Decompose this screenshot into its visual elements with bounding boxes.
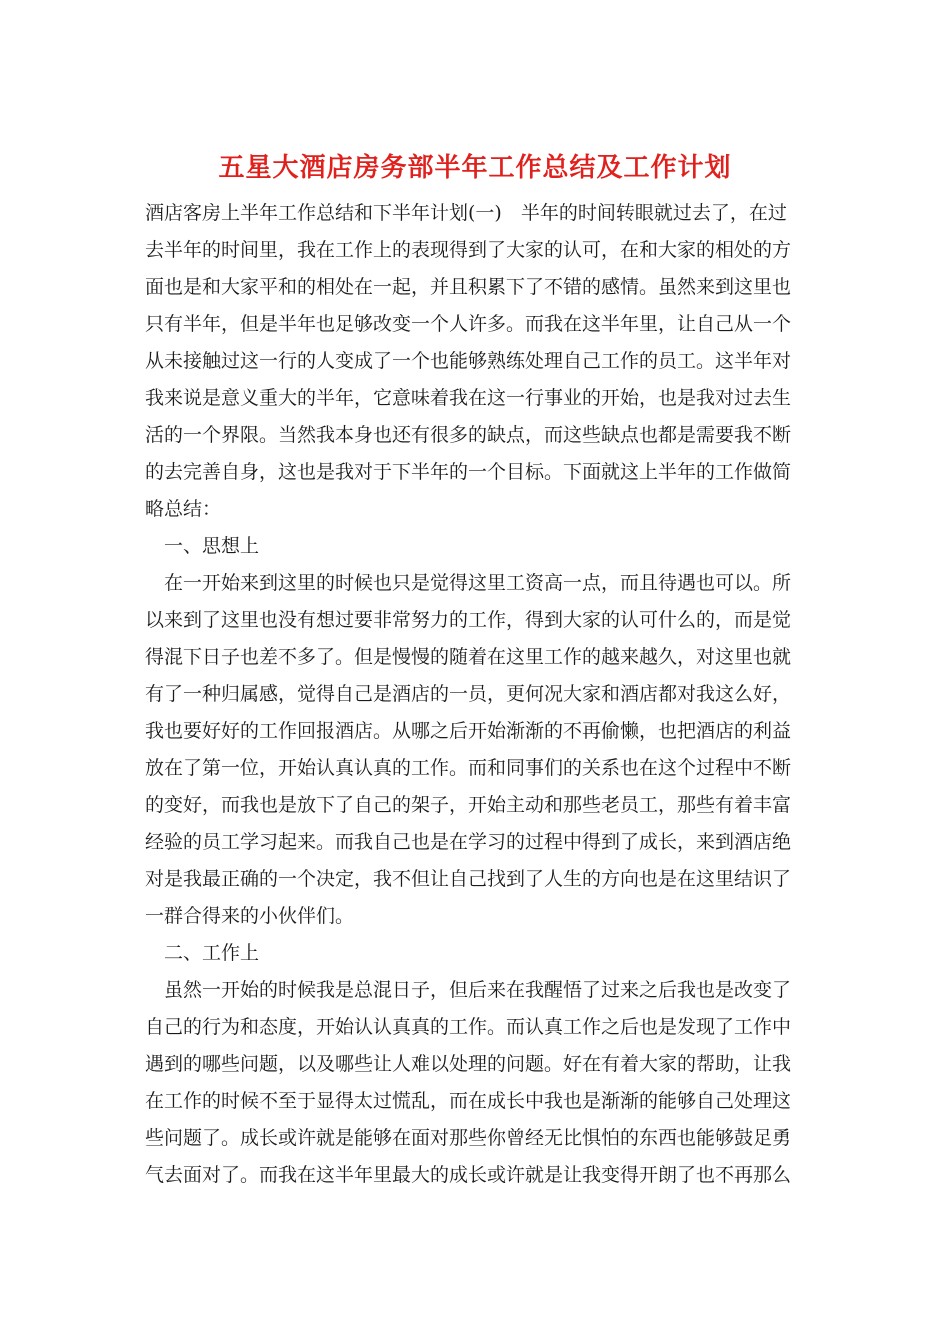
- paragraph-line: 略总结：: [145, 498, 222, 520]
- paragraph-line: 对是我最正确的一个决定，我不但让自己找到了人生的方向也是在这里结识了: [145, 868, 792, 890]
- paragraph-line: 活的一个界限。当然我本身也还有很多的缺点，而这些缺点也都是需要我不断: [145, 424, 792, 446]
- paragraph-line: 自己的行为和态度，开始认认真真的工作。而认真工作之后也是发现了工作中: [145, 1016, 792, 1038]
- paragraph-line: 从未接触过这一行的人变成了一个也能够熟练处理自己工作的员工。这半年对: [145, 350, 792, 372]
- paragraph-line: 有了一种归属感，觉得自己是酒店的一员，更何况大家和酒店都对我这么好，: [145, 683, 792, 705]
- paragraph-line: 以来到了这里也没有想过要非常努力的工作，得到大家的认可什么的，而是觉: [145, 609, 792, 631]
- paragraph-line: 一群合得来的小伙伴们。: [145, 905, 355, 927]
- paragraph-line: 我也要好好的工作回报酒店。从哪之后开始渐渐的不再偷懒，也把酒店的利益: [145, 720, 792, 742]
- section-heading: 一、思想上: [164, 535, 260, 557]
- paragraph-line: 放在了第一位，开始认真认真的工作。而和同事们的关系也在这个过程中不断: [145, 757, 792, 779]
- document-title: 五星大酒店房务部半年工作总结及工作计划: [218, 153, 732, 183]
- paragraph-line: 得混下日子也差不多了。但是慢慢的随着在这里工作的越来越久，对这里也就: [145, 646, 792, 668]
- paragraph-line: 在一开始来到这里的时候也只是觉得这里工资高一点，而且待遇也可以。所: [164, 572, 792, 594]
- paragraph-line: 只有半年，但是半年也足够改变一个人许多。而我在这半年里，让自己从一个: [145, 313, 792, 335]
- paragraph-line: 经验的员工学习起来。而我自己也是在学习的过程中得到了成长，来到酒店绝: [145, 831, 792, 853]
- paragraph-line: 遇到的哪些问题，以及哪些让人难以处理的问题。好在有着大家的帮助，让我: [145, 1053, 792, 1075]
- paragraph-line: 去半年的时间里，我在工作上的表现得到了大家的认可，在和大家的相处的方: [145, 239, 792, 261]
- paragraph-line: 气去面对了。而我在这半年里最大的成长或许就是让我变得开朗了也不再那么: [145, 1164, 792, 1186]
- paragraph-line: 的变好，而我也是放下了自己的架子，开始主动和那些老员工，那些有着丰富: [145, 794, 792, 816]
- paragraph-line: 我来说是意义重大的半年，它意味着我在这一行事业的开始，也是我对过去生: [145, 387, 792, 409]
- paragraph-line: 的去完善自身，这也是我对于下半年的一个目标。下面就这上半年的工作做简: [145, 461, 792, 483]
- paragraph-line: 面也是和大家平和的相处在一起，并且积累下了不错的感情。虽然来到这里也: [145, 276, 792, 298]
- paragraph-line: 酒店客房上半年工作总结和下半年计划(一) 半年的时间转眼就过去了，在过: [145, 202, 787, 224]
- section-heading: 二、工作上: [164, 942, 260, 964]
- paragraph-line: 虽然一开始的时候我是总混日子，但后来在我醒悟了过来之后我也是改变了: [164, 979, 792, 1001]
- paragraph-line: 在工作的时候不至于显得太过慌乱，而在成长中我也是渐渐的能够自己处理这: [145, 1090, 792, 1112]
- paragraph-line: 些问题了。成长或许就是能够在面对那些你曾经无比惧怕的东西也能够鼓足勇: [145, 1127, 792, 1149]
